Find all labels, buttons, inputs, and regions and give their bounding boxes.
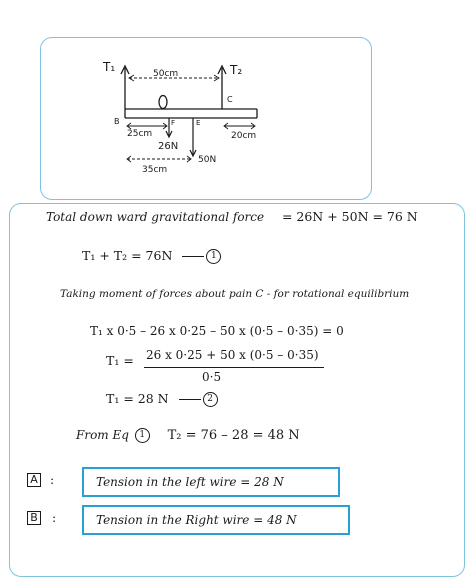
t1-result [106,391,218,407]
t1-lhs: T₁ = [106,353,134,368]
label-t1: T₁ [103,60,116,74]
moment-equation: T₁ x 0·5 – 26 x 0·25 – 50 x (0·5 – 0·35) = 0 [90,324,344,338]
beam-diagram [41,38,373,201]
label-f: F [171,119,176,127]
answer-a-marker: A [27,473,41,487]
answer-a-text: Tension in the left wire = 28 N [96,475,284,489]
answer-a-box [82,467,340,497]
equation-ref-2: 2 [203,392,218,407]
answer-b-box [82,505,350,535]
t1-result-text: T₁ = 28 N [106,391,169,406]
equation-dash [182,256,204,257]
total-force-equation: = 26N + 50N = 76 N [281,209,418,224]
label-25cm: 25cm [127,129,153,139]
label-26n: 26N [158,141,179,152]
answer-b-text: Tension in the Right wire = 48 N [96,513,297,527]
t1-numerator: 26 x 0·25 + 50 x (0·5 – 0·35) [146,348,319,362]
t2-derivation [76,428,300,443]
t1-denominator: 0·5 [202,370,222,384]
from-eq-text: From Eq [76,428,129,442]
tension-sum-text: T₁ + T₂ = 76N [82,248,173,263]
total-force-statement [46,209,418,224]
answer-b-colon: : [52,510,57,525]
from-eq-ref: 1 [135,428,150,443]
label-50cm: 50cm [153,69,179,79]
label-50n: 50N [198,155,217,165]
label-t2: T₂ [230,63,243,77]
mass-ellipse [159,96,167,109]
label-c: C [227,95,233,104]
label-35cm: 35cm [142,165,168,175]
equation-ref-1: 1 [206,249,221,264]
total-force-text: Total down ward gravitational force [46,210,265,224]
label-b: B [114,117,120,126]
label-20cm: 20cm [231,131,257,141]
moment-statement: Taking moment of forces about pain C - for rotational equilibrium [60,288,410,300]
answer-a-colon: : [50,472,55,487]
t2-result-text: T₂ = 76 – 28 = 48 N [167,428,300,443]
fraction-bar [144,367,324,368]
solution-panel [9,203,465,577]
label-e: E [196,119,201,127]
result-dash [179,399,201,400]
diagram-panel [40,37,372,200]
tension-sum-equation [82,248,221,264]
answer-b-marker: B [27,511,41,525]
